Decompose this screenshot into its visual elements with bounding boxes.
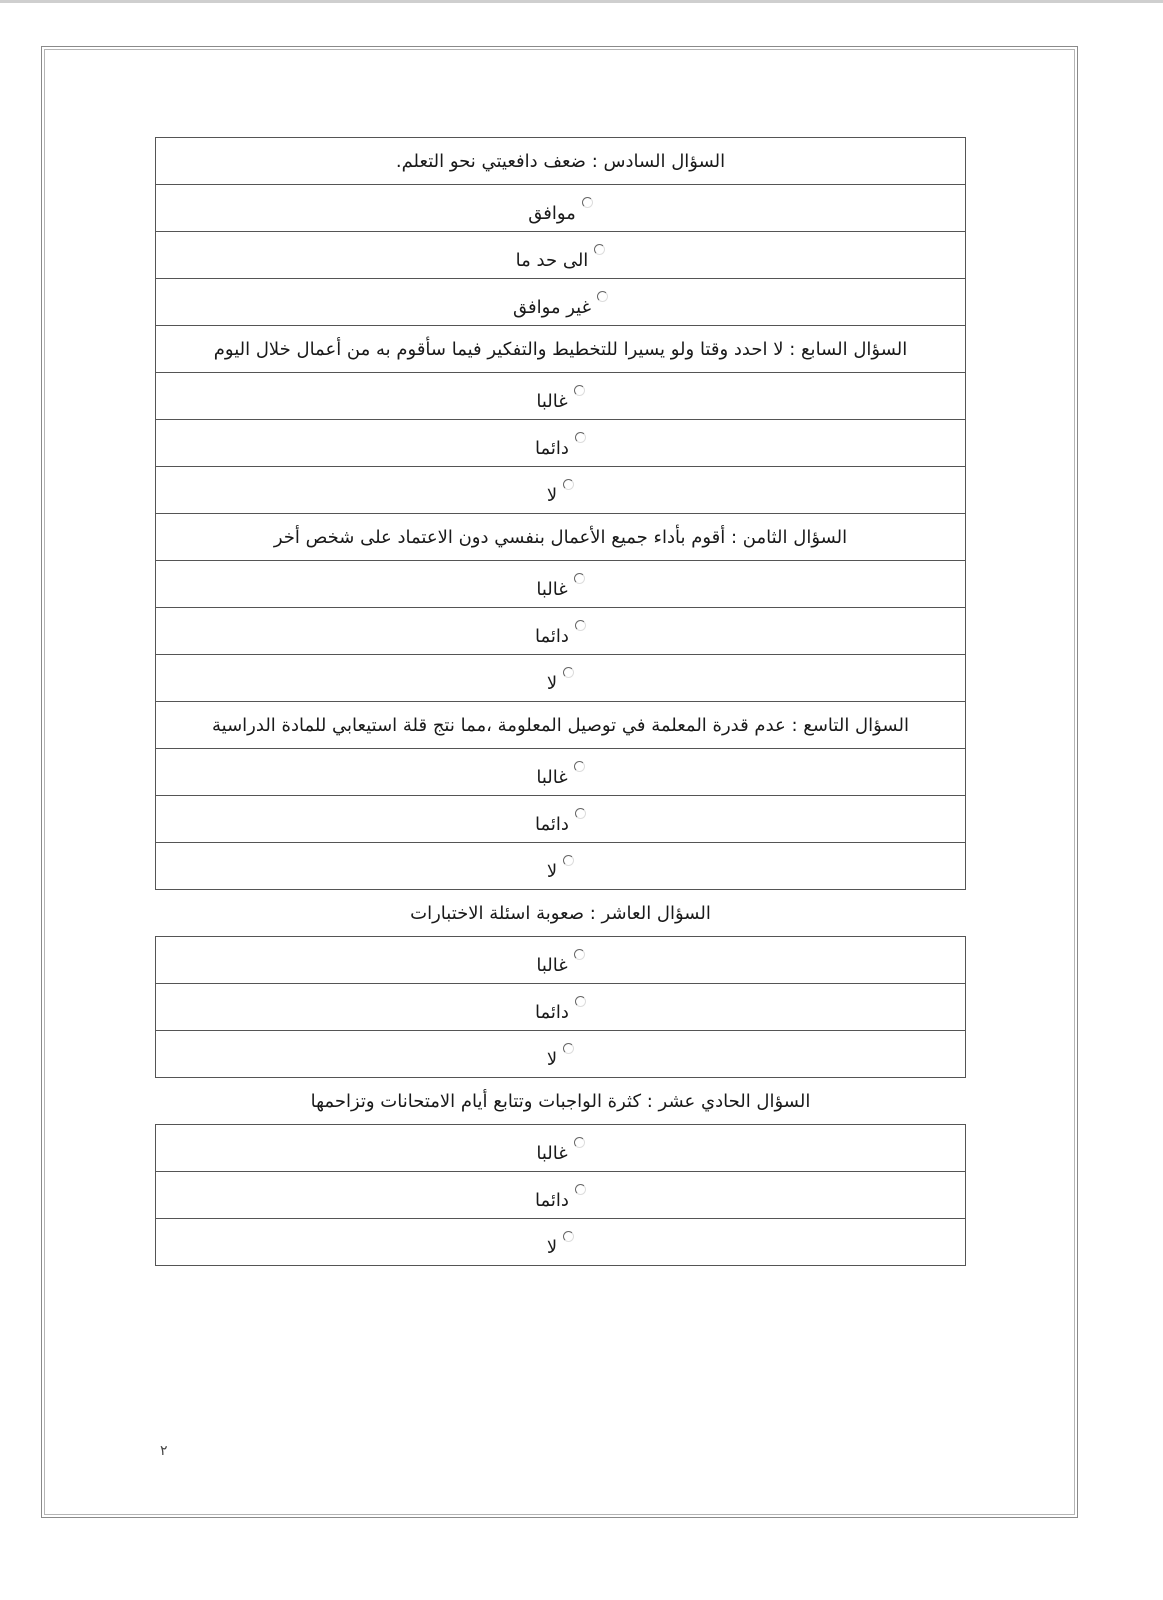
option-cell[interactable]: [156, 1219, 966, 1266]
radio-button[interactable]: [563, 855, 574, 866]
option-cell[interactable]: [156, 749, 966, 796]
answer-option[interactable]: [547, 1231, 574, 1257]
question-row: [156, 890, 966, 937]
option-label: غالبا: [536, 766, 568, 788]
option-cell[interactable]: [156, 1172, 966, 1219]
option-cell[interactable]: [156, 796, 966, 843]
radio-button[interactable]: [594, 244, 605, 255]
option-row[interactable]: [156, 1125, 966, 1172]
radio-button[interactable]: [563, 1043, 574, 1054]
answer-option[interactable]: [535, 808, 586, 834]
option-row[interactable]: [156, 1219, 966, 1266]
question-row: [156, 326, 966, 373]
option-row[interactable]: [156, 1031, 966, 1078]
radio-button[interactable]: [575, 808, 586, 819]
option-cell[interactable]: [156, 984, 966, 1031]
answer-option[interactable]: [547, 1043, 574, 1069]
radio-button[interactable]: [563, 667, 574, 678]
question-text: السؤال السادس : ضعف دافعيتي نحو التعلم.: [395, 151, 726, 172]
option-label: غالبا: [536, 954, 568, 976]
option-label: دائما: [535, 1189, 569, 1211]
question-cell: [156, 326, 966, 373]
scan-edge: [0, 0, 1163, 3]
radio-button[interactable]: [574, 949, 585, 960]
option-row[interactable]: [156, 232, 966, 279]
question-text: السؤال السابع : لا احدد وقتا ولو يسيرا للتخطيط والتفكير فيما سأقوم به من أعمال خلال اليوم: [213, 339, 908, 360]
answer-option[interactable]: [547, 855, 574, 881]
option-label: لا: [546, 860, 558, 882]
radio-button[interactable]: [563, 479, 574, 490]
answer-option[interactable]: [547, 667, 574, 693]
option-row[interactable]: [156, 561, 966, 608]
answer-option[interactable]: [513, 291, 608, 317]
radio-button[interactable]: [575, 620, 586, 631]
option-row[interactable]: [156, 279, 966, 326]
answer-option[interactable]: [535, 1184, 586, 1210]
option-label: غالبا: [536, 578, 568, 600]
questionnaire-table: [155, 137, 966, 1266]
answer-option[interactable]: [535, 432, 586, 458]
option-label: دائما: [535, 813, 569, 835]
option-label: دائما: [535, 1001, 569, 1023]
option-row[interactable]: [156, 608, 966, 655]
answer-option[interactable]: [535, 996, 586, 1022]
option-label: لا: [546, 484, 558, 506]
option-label: دائما: [535, 625, 569, 647]
option-row[interactable]: [156, 185, 966, 232]
option-label: دائما: [535, 437, 569, 459]
question-row: [156, 138, 966, 185]
option-cell[interactable]: [156, 655, 966, 702]
option-cell[interactable]: [156, 467, 966, 514]
option-cell[interactable]: [156, 185, 966, 232]
radio-button[interactable]: [574, 761, 585, 772]
question-cell: [156, 702, 966, 749]
option-label: لا: [546, 672, 558, 694]
answer-option[interactable]: [536, 385, 584, 411]
option-row[interactable]: [156, 420, 966, 467]
answer-option[interactable]: [516, 244, 606, 270]
option-row[interactable]: [156, 655, 966, 702]
option-cell[interactable]: [156, 373, 966, 420]
question-row: [156, 514, 966, 561]
radio-button[interactable]: [575, 1184, 586, 1195]
option-cell[interactable]: [156, 1125, 966, 1172]
question-text: السؤال التاسع : عدم قدرة المعلمة في توصيل المعلومة ،مما نتج قلة استيعابي للمادة الدراسية: [212, 715, 909, 736]
option-row[interactable]: [156, 467, 966, 514]
option-label: لا: [546, 1236, 558, 1258]
option-cell[interactable]: [156, 561, 966, 608]
option-label: موافق: [528, 202, 576, 224]
option-cell[interactable]: [156, 420, 966, 467]
answer-option[interactable]: [547, 479, 574, 505]
question-text: السؤال العاشر : صعوبة اسئلة الاختبارات: [410, 903, 711, 924]
answer-option[interactable]: [536, 761, 584, 787]
question-cell: [156, 890, 966, 937]
question-row: [156, 1078, 966, 1125]
answer-option[interactable]: [528, 197, 593, 223]
option-cell[interactable]: [156, 232, 966, 279]
radio-button[interactable]: [563, 1231, 574, 1242]
answer-option[interactable]: [536, 573, 584, 599]
option-cell[interactable]: [156, 937, 966, 984]
option-label: غير موافق: [512, 296, 592, 318]
radio-button[interactable]: [597, 291, 608, 302]
answer-option[interactable]: [536, 949, 584, 975]
answer-option[interactable]: [536, 1137, 584, 1163]
question-text: السؤال الحادي عشر : كثرة الواجبات وتتابع أيام الامتحانات وتزاحمها: [310, 1091, 811, 1112]
question-cell: [156, 1078, 966, 1125]
option-label: لا: [546, 1048, 558, 1070]
option-cell[interactable]: [156, 843, 966, 890]
question-text: السؤال الثامن : أقوم بأداء جميع الأعمال بنفسي دون الاعتماد على شخص أخر: [273, 527, 848, 548]
option-row[interactable]: [156, 843, 966, 890]
radio-button[interactable]: [582, 197, 593, 208]
radio-button[interactable]: [574, 385, 585, 396]
option-cell[interactable]: [156, 608, 966, 655]
radio-button[interactable]: [575, 432, 586, 443]
option-row[interactable]: [156, 373, 966, 420]
option-label: الى حد ما: [515, 249, 589, 271]
option-row[interactable]: [156, 796, 966, 843]
option-label: غالبا: [536, 390, 568, 412]
option-row[interactable]: [156, 749, 966, 796]
answer-option[interactable]: [535, 620, 586, 646]
option-cell[interactable]: [156, 1031, 966, 1078]
page-number: ٢: [160, 1443, 168, 1459]
radio-button[interactable]: [575, 996, 586, 1007]
option-cell[interactable]: [156, 279, 966, 326]
question-cell: [156, 514, 966, 561]
option-label: غالبا: [536, 1142, 568, 1164]
radio-button[interactable]: [574, 573, 585, 584]
option-row[interactable]: [156, 984, 966, 1031]
question-cell: [156, 138, 966, 185]
question-row: [156, 702, 966, 749]
option-row[interactable]: [156, 937, 966, 984]
radio-button[interactable]: [574, 1137, 585, 1148]
option-row[interactable]: [156, 1172, 966, 1219]
